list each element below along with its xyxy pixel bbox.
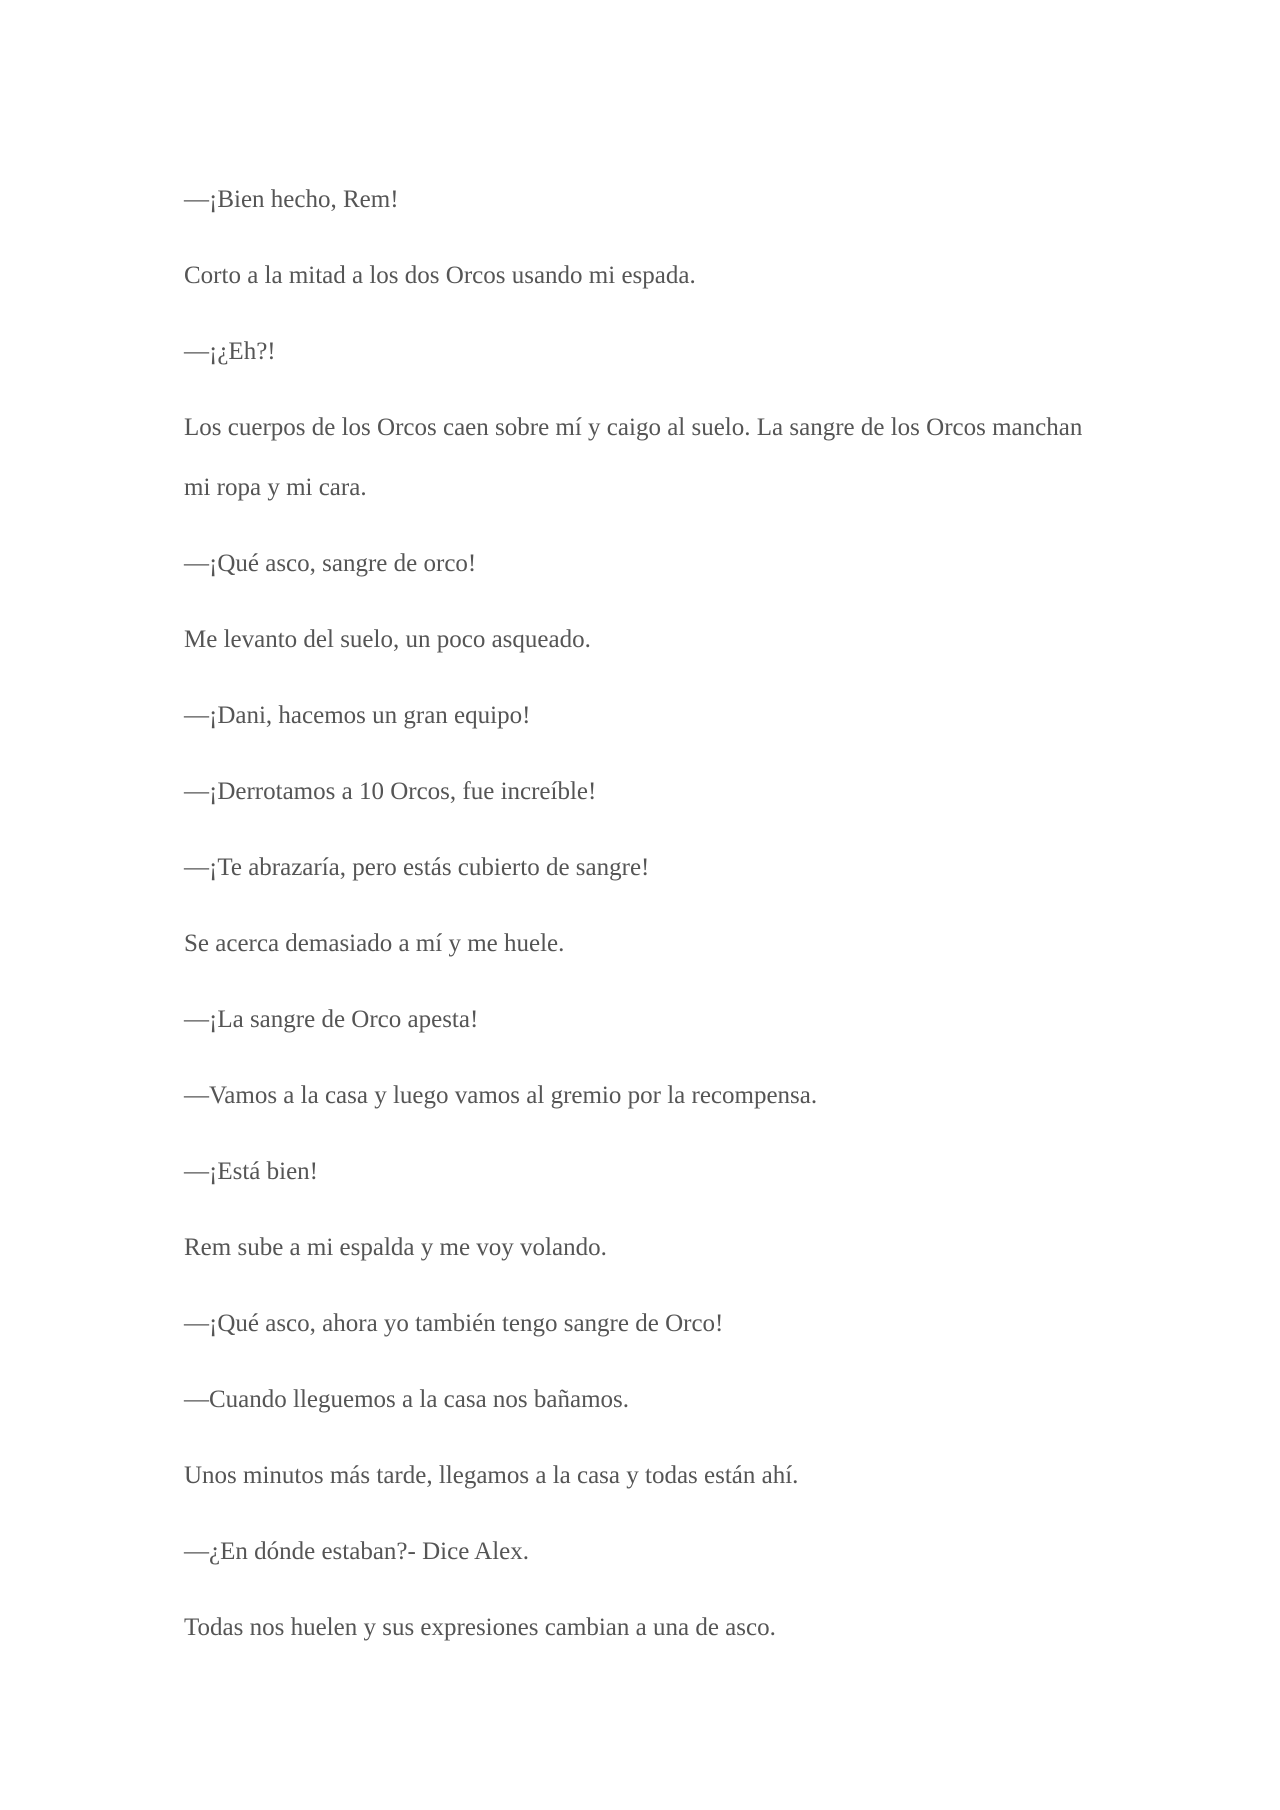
paragraph-15: —¡Qué asco, ahora yo también tengo sangre de Orco! (184, 1310, 724, 1337)
paragraph-1: —¡Bien hecho, Rem! (184, 186, 399, 213)
paragraph-8: —¡Derrotamos a 10 Orcos, fue increíble! (184, 778, 597, 805)
paragraph-16: —Cuando lleguemos a la casa nos bañamos. (184, 1386, 630, 1413)
paragraph-17: Unos minutos más tarde, llegamos a la casa y todas están ahí. (184, 1462, 799, 1489)
paragraph-12: —Vamos a la casa y luego vamos al gremio por la recompensa. (184, 1082, 818, 1109)
paragraph-3: —¡¿Eh?! (184, 338, 276, 365)
paragraph-9: —¡Te abrazaría, pero estás cubierto de sangre! (184, 854, 650, 881)
paragraph-19: Todas nos huelen y sus expresiones cambian a una de asco. (184, 1614, 776, 1641)
paragraph-6: Me levanto del suelo, un poco asqueado. (184, 626, 591, 653)
paragraph-7: —¡Dani, hacemos un gran equipo! (184, 702, 531, 729)
paragraph-14: Rem sube a mi espalda y me voy volando. (184, 1234, 607, 1261)
paragraph-4: Los cuerpos de los Orcos caen sobre mí y caigo al suelo. La sangre de los Orcos manchan mi ropa y mi cara. (184, 414, 1083, 501)
paragraph-11: —¡La sangre de Orco apesta! (184, 1006, 479, 1033)
paragraph-2: Corto a la mitad a los dos Orcos usando mi espada. (184, 262, 696, 289)
paragraph-18: —¿En dónde estaban?- Dice Alex. (184, 1538, 530, 1565)
paragraph-5: —¡Qué asco, sangre de orco! (184, 550, 477, 577)
paragraph-10: Se acerca demasiado a mí y me huele. (184, 930, 565, 957)
paragraph-13: —¡Está bien! (184, 1158, 318, 1185)
